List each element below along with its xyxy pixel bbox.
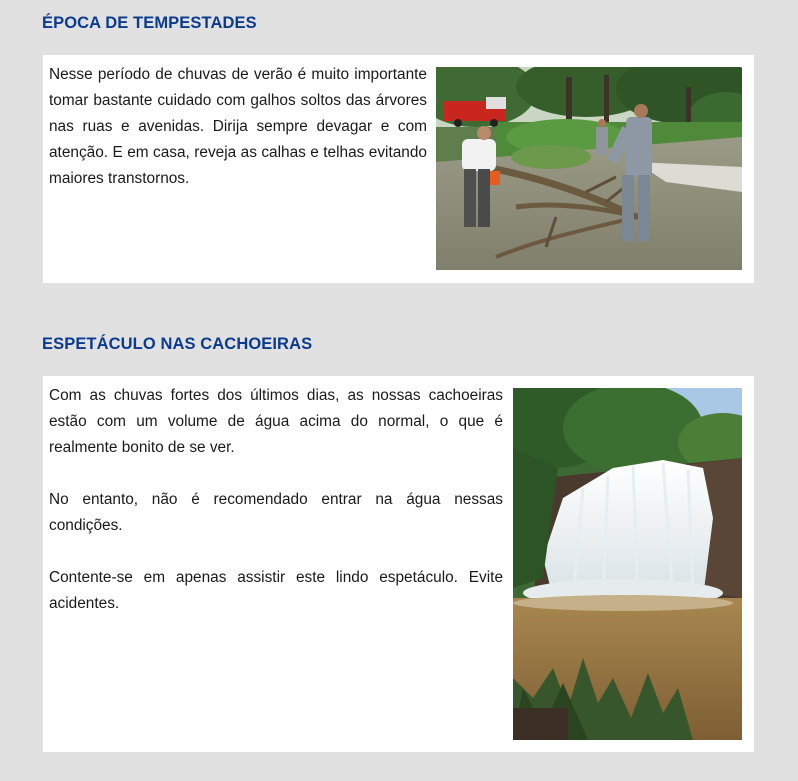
article-text (49, 383, 503, 617)
waterfall-photo (513, 388, 742, 740)
fallen-tree-photo (436, 67, 742, 270)
section-title-tempestades: ÉPOCA DE TEMPESTADES (42, 14, 257, 32)
article-card-tempestades (43, 55, 754, 283)
article-card-cachoeiras (43, 376, 754, 752)
section-title-cachoeiras: ESPETÁCULO NAS CACHOEIRAS (42, 335, 313, 353)
article-text (49, 62, 427, 192)
article-paragraph: Nesse período de chuvas de verão é muito importante tomar bastante cuidado com galhos soltos das árvores nas ruas e avenidas. Dirija sempre devagar e com atenção. E em casa, reveja as calhas e telhas evitando maiores transtornos. (49, 66, 427, 187)
article-paragraph-2: No entanto, não é recomendado entrar na água nessas condições. (49, 491, 503, 534)
article-paragraph-1: Com as chuvas fortes dos últimos dias, as nossas cachoeiras estão com um volume de água acima do normal, o que é realmente bonito de se ver. (49, 387, 503, 456)
article-paragraph-3: Contente-se em apenas assistir este lindo espetáculo. Evite acidentes. (49, 569, 503, 612)
